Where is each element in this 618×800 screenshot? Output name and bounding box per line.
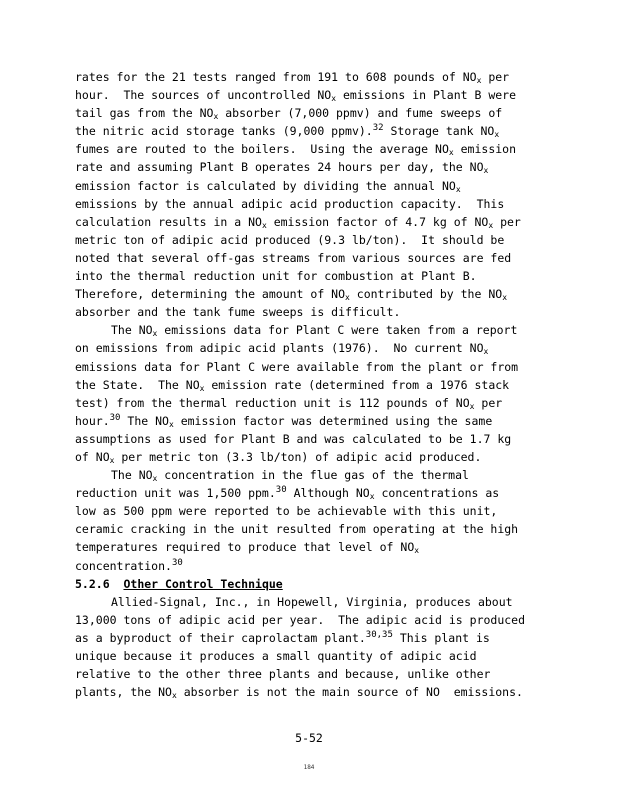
text-run: concentrations as: [374, 486, 500, 501]
text-run: The NO: [111, 468, 153, 483]
paragraph-1-line: [75, 285, 545, 303]
subscript: x: [261, 220, 267, 230]
text-run: the State. The NO: [75, 377, 200, 392]
paragraph-3-line: [75, 520, 545, 538]
footnote-ref: 30: [171, 557, 183, 568]
paragraph-1-line: [75, 122, 545, 140]
subscript: x: [152, 474, 158, 484]
paragraph-2-line: [75, 376, 545, 394]
text-run: emission factor of 4.7 kg of NO: [266, 214, 489, 229]
text-run: fumes are routed to the boilers. Using the average NO: [75, 142, 449, 157]
subscript: x: [469, 401, 475, 411]
text-run: unique because it produces a small quantity of adipic acid: [75, 649, 477, 663]
paragraph-3-line: [75, 557, 545, 575]
text-run: per: [481, 70, 510, 84]
paragraph-1-line: [75, 303, 545, 321]
text-run: plants, the NO: [75, 685, 172, 700]
text-run: contributed by the NO: [349, 287, 503, 302]
text-run: on emissions from adipic acid plants (1976). No current NO: [75, 341, 484, 356]
page-number: 5-52: [295, 731, 323, 745]
subscript: x: [494, 130, 500, 140]
text-run: rates for the 21 tests ranged from 191 to 608 pounds of NO: [75, 70, 477, 84]
text-run: as a byproduct of their caprolactam plant.: [75, 630, 366, 645]
subscript: x: [199, 383, 205, 393]
paragraph-2-line: [75, 339, 545, 357]
section-number: 5.2.6: [75, 576, 124, 591]
paragraph-1-line: [75, 158, 545, 176]
text-run: emissions data for Plant C were available from the plant or from: [75, 359, 519, 374]
subscript: x: [345, 293, 350, 303]
text-run: 13,000 tons of adipic acid per year. The adipic acid is produced: [75, 612, 526, 627]
text-run: per: [474, 395, 503, 410]
text-run: This plant is: [392, 630, 490, 645]
subscript: x: [448, 148, 454, 158]
paragraph-1-line: [75, 140, 545, 158]
text-run: ceramic cracking in the unit resulted from operating at the high: [75, 522, 519, 537]
text-run: emission factor was determined using the same: [173, 413, 493, 428]
text-run: reduction unit was 1,500 ppm.: [75, 486, 276, 501]
paragraph-1-line: [75, 267, 545, 285]
paragraph-3-line: [75, 502, 545, 520]
paragraph-1-line: [75, 68, 545, 86]
paragraph-4-line: [75, 593, 545, 611]
subscript: x: [414, 546, 420, 556]
text-run: of NO: [75, 449, 110, 464]
footnote-ref: 30: [109, 412, 121, 423]
text-run: Although NO: [286, 486, 370, 501]
subscript: x: [152, 329, 158, 339]
paragraph-2-line: [75, 448, 545, 466]
footnote-ref: 32: [372, 123, 384, 134]
paragraph-3-line: [75, 466, 545, 484]
subscript: x: [109, 455, 115, 465]
text-run: emission rate (determined from a 1976 stack: [204, 377, 510, 392]
paragraph-2-line: [75, 430, 545, 448]
paragraph-1-line: [75, 195, 545, 213]
text-run: the nitric acid storage tanks (9,000 ppmv).: [75, 124, 373, 139]
text-run: noted that several off-gas streams from various sources are fed: [75, 250, 512, 265]
section-title: Other Control Technique: [123, 576, 283, 591]
subscript: x: [483, 166, 489, 176]
text-run: assumptions as used for Plant B and was calculated to be 1.7 kg: [75, 431, 512, 446]
text-run: emission factor is calculated by dividing the annual NO: [75, 178, 456, 193]
paragraph-4-line: [75, 611, 545, 629]
text-run: tail gas from the NO: [75, 106, 214, 121]
paragraph-3-line: [75, 538, 545, 556]
paragraph-1-line: [75, 249, 545, 267]
text-run: absorber is not the main source of NO emissions.: [176, 685, 523, 700]
body-text: [75, 68, 545, 701]
subscript: x: [369, 492, 375, 502]
text-run: emissions in Plant B were: [336, 88, 517, 103]
paragraph-2-line: [75, 412, 545, 430]
footnote-ref: 30: [275, 485, 287, 496]
text-run: emissions data for Plant C were taken from a report: [157, 323, 518, 338]
subscript: x: [171, 691, 177, 701]
paragraph-2-line: [75, 321, 545, 339]
subscript: x: [483, 347, 489, 357]
text-run: absorber (7,000 ppmv) and fume sweeps of: [218, 106, 503, 121]
paragraph-1-line: [75, 104, 545, 122]
paragraph-1-line: [75, 231, 545, 249]
subscript: x: [476, 76, 482, 85]
text-run: concentration in the flue gas of the thermal: [157, 468, 469, 483]
section-heading: [75, 575, 545, 593]
text-run: metric ton of adipic acid produced (9.3 lb/ton). It should be: [75, 232, 505, 247]
text-run: into the thermal reduction unit for combustion at Plant B.: [75, 269, 477, 284]
subscript: x: [502, 293, 508, 303]
page-stamp: 184: [303, 764, 315, 771]
text-run: calculation results in a NO: [75, 214, 262, 229]
text-run: hour.: [75, 413, 110, 428]
text-run: Storage tank NO: [383, 124, 495, 139]
text-run: hour. The sources of uncontrolled NO: [75, 88, 332, 103]
text-run: per: [493, 214, 521, 229]
footnote-ref: 30,35: [365, 629, 393, 640]
text-run: The NO: [111, 323, 153, 338]
paragraph-4-line: [75, 647, 545, 665]
paragraph-4-line: [75, 665, 545, 683]
text-run: temperatures required to produce that level of NO: [75, 540, 415, 555]
paragraph-1-line: [75, 86, 545, 104]
paragraph-1-line: [75, 213, 545, 231]
text-run: emissions by the annual adipic acid production capacity. This: [75, 196, 505, 211]
text-run: per metric ton (3.3 lb/ton) of adipic acid produced.: [114, 449, 482, 464]
paragraph-2-line: [75, 358, 545, 376]
text-run: absorber and the tank fume sweeps is difficult.: [75, 305, 401, 320]
subscript: x: [488, 220, 494, 230]
text-run: Allied-Signal, Inc., in Hopewell, Virginia, produces about: [111, 594, 513, 609]
paragraph-1-line: [75, 177, 545, 195]
subscript: x: [455, 184, 461, 194]
paragraph-4-line: [75, 629, 545, 647]
paragraph-4-line: [75, 683, 545, 701]
paragraph-3-line: [75, 484, 545, 502]
text-run: test) from the thermal reduction unit is 112 pounds of NO: [75, 395, 470, 410]
text-run: rate and assuming Plant B operates 24 hours per day, the NO: [75, 160, 484, 175]
subscript: x: [331, 94, 337, 104]
text-run: low as 500 ppm were reported to be achievable with this unit,: [75, 504, 498, 519]
text-run: The NO: [120, 413, 169, 428]
paragraph-2-line: [75, 394, 545, 412]
subscript: x: [213, 112, 219, 122]
text-run: emission: [453, 142, 517, 157]
text-run: relative to the other three plants and because, unlike other: [75, 667, 491, 682]
text-run: concentration.: [75, 558, 172, 573]
text-run: Therefore, determining the amount of NO: [75, 287, 346, 302]
subscript: x: [168, 419, 174, 429]
